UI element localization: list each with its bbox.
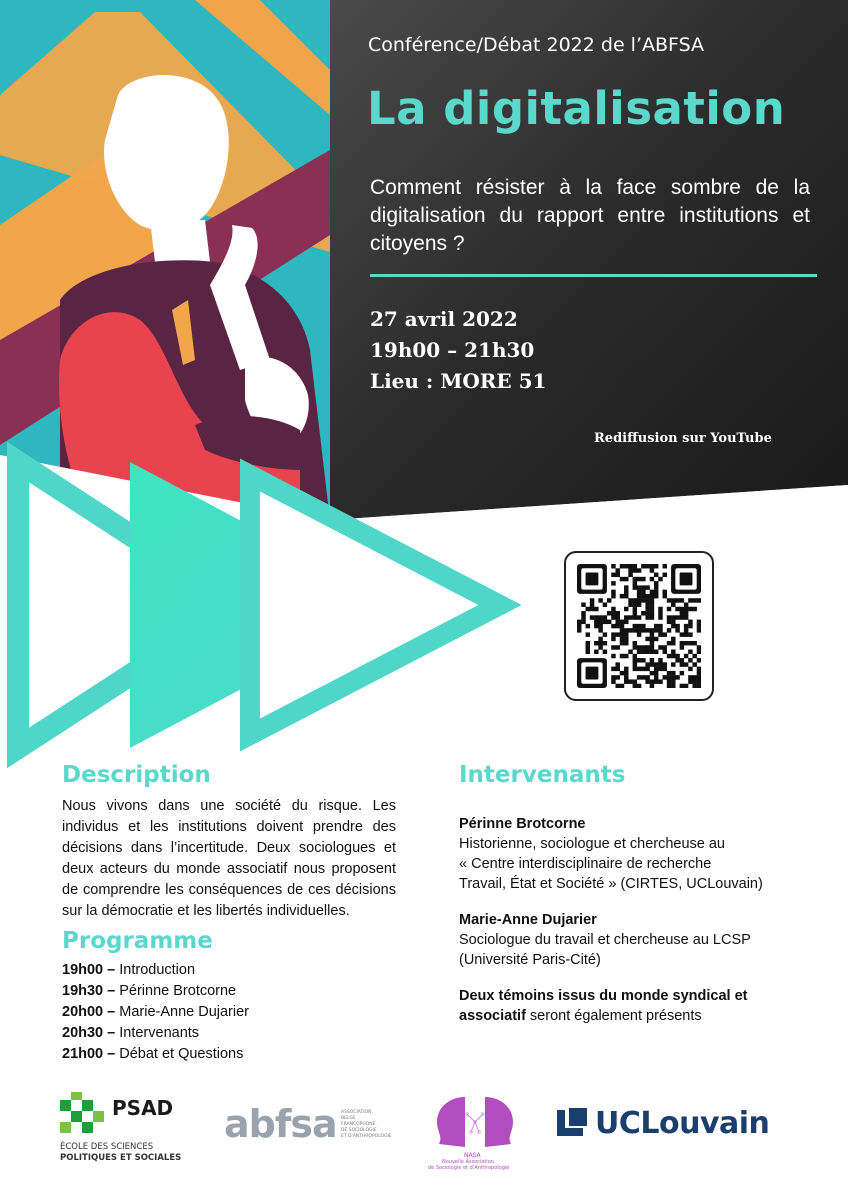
uclouvain-logo [557, 1108, 787, 1148]
psad-line2: POLITIQUES ET SOCIALES [60, 1153, 182, 1163]
abfsa-logo [224, 1102, 394, 1148]
speaker-bio-line: Sociologue du travail et chercheuse au LCSP [459, 932, 751, 948]
speaker-bio-line: Historienne, sociologue et chercheuse au [459, 836, 725, 852]
description-text: Nous vivons dans une société du risque. Les individus et les institutions doivent prendre des décisions dans l’incertitude. Deux sociologues et deux acteurs du monde associatif nous proposent de comprendre les conséquences de ces décisions sur la démocratie et les libertés individuelles. [62, 798, 396, 919]
programme-item [62, 1044, 249, 1065]
programme-item [62, 960, 249, 981]
nasa-line2: de Sociologie et d’Anthropologie [428, 1165, 510, 1171]
nasa-name: NASA [464, 1152, 481, 1159]
subtitle: Comment résister à la face sombre de la digitalisation du rapport entre institutions et citoyens ? [370, 176, 810, 255]
event-time: 19h00 – 21h30 [370, 338, 535, 362]
uclouvain-name: UCLouvain [595, 1106, 770, 1141]
programme-item [62, 1002, 249, 1023]
uclouvain-mark-icon [557, 1110, 583, 1136]
programme-label: Périnne Brotcorne [115, 983, 237, 999]
speaker-dujarier [459, 910, 751, 970]
speaker-bio-line: Travail, État et Société » (CIRTES, UCLouvain) [459, 876, 763, 892]
speaker-bio-line: (Université Paris-Cité) [459, 952, 601, 968]
abfsa-name: abfsa [224, 1102, 337, 1146]
conference-title: Conférence/Débat 2022 de l’ABFSA [368, 34, 705, 56]
qr-code-icon [577, 564, 701, 688]
programme-time: 20h30 – [62, 1025, 116, 1041]
psad-line1: ÉCOLE DES SCIENCES [60, 1142, 154, 1152]
programme-label: Introduction [115, 962, 196, 978]
psad-name: PSAD [112, 1096, 174, 1120]
speaker-name: Périnne Brotcorne [459, 816, 586, 832]
nasa-faces-icon [425, 1092, 525, 1152]
programme-time: 19h00 – [62, 962, 116, 978]
witnesses-rest: seront également présents [525, 1008, 702, 1024]
nasa-logo [420, 1092, 530, 1182]
programme-time: 21h00 – [62, 1046, 116, 1062]
programme-heading: Programme [62, 928, 213, 954]
programme-label: Débat et Questions [115, 1046, 244, 1062]
witnesses-note [459, 986, 789, 1026]
speaker-brotcorne [459, 814, 763, 894]
nasa-line1: Nouvelle Association [442, 1159, 494, 1165]
event-venue: Lieu : MORE 51 [370, 369, 547, 393]
programme-list [62, 960, 249, 1065]
programme-time: 20h00 – [62, 1004, 116, 1020]
programme-item [62, 981, 249, 1002]
description-heading: Description [62, 762, 211, 788]
programme-item [62, 1023, 249, 1044]
event-info [370, 304, 546, 397]
subtitle-divider [370, 274, 817, 277]
programme-label: Marie-Anne Dujarier [115, 1004, 249, 1020]
programme-label: Intervenants [115, 1025, 200, 1041]
psad-mark-icon [60, 1092, 106, 1138]
speaker-bio-line: « Centre interdisciplinaire de recherche [459, 856, 712, 872]
qr-code[interactable] [564, 551, 714, 701]
abfsa-tagline: ASSOCIATION BELGE FRANCOPHONE DE SOCIOLOGIE ET D'ANTHROPOLOGIE [341, 1110, 392, 1139]
speaker-name: Marie-Anne Dujarier [459, 912, 597, 928]
main-title: La digitalisation [367, 82, 786, 135]
youtube-replay-note: Rediffusion sur YouTube [594, 431, 772, 446]
event-date: 27 avril 2022 [370, 307, 518, 331]
programme-time: 19h30 – [62, 983, 116, 999]
psad-logo [60, 1092, 200, 1172]
speakers-heading: Intervenants [459, 762, 626, 788]
witnesses-bold: Deux témoins issus du monde syndical et associatif [459, 988, 748, 1024]
